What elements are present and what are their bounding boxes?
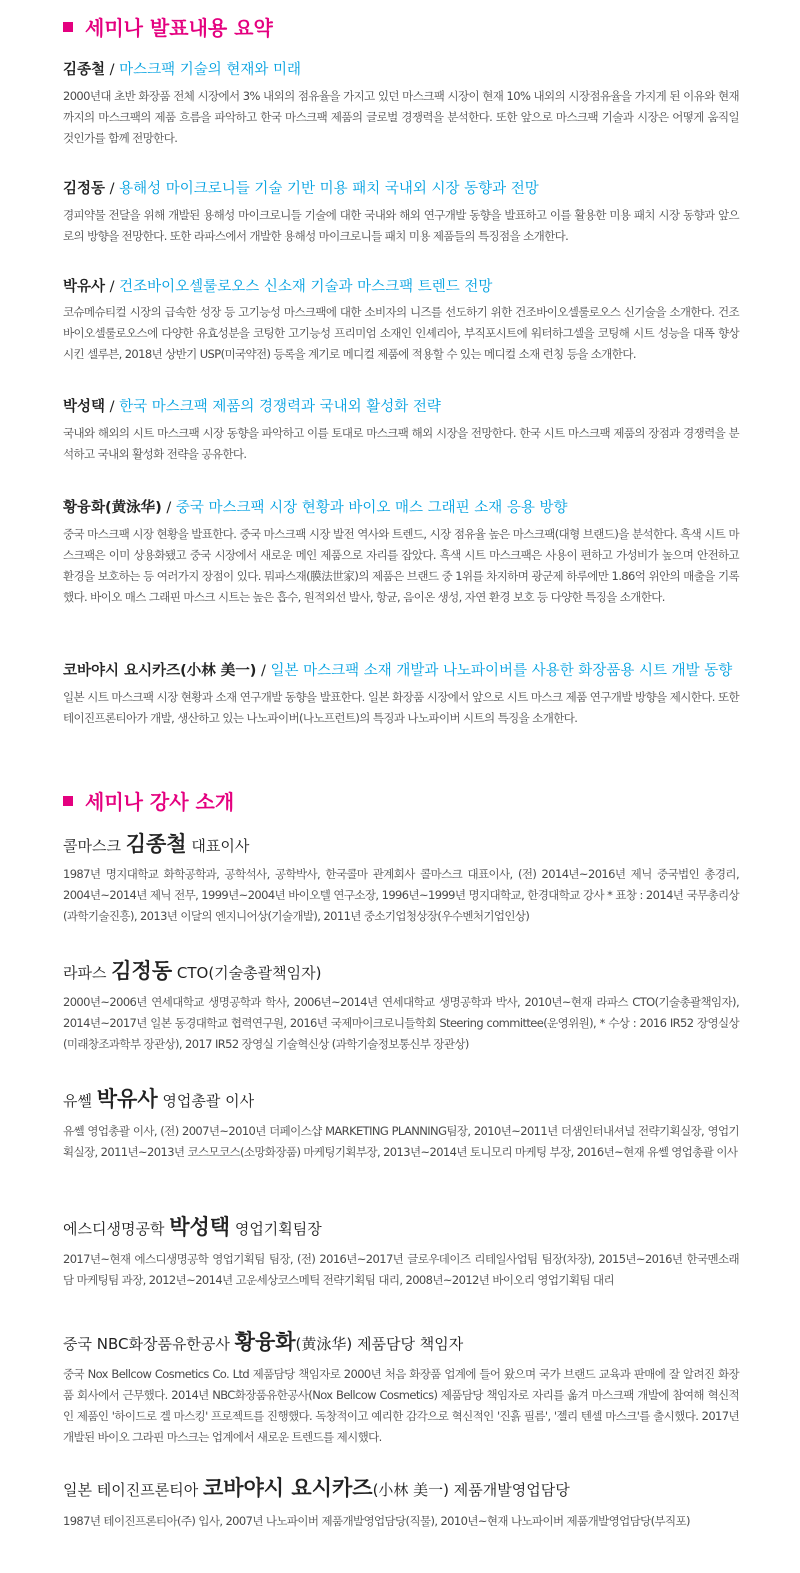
summary-heading-text: 세미나 발표내용 요약 [85,16,273,40]
speaker-title [63,955,321,985]
square-bullet-icon [63,22,73,32]
speaker-bio: 1987년 테이진프론티아(주) 입사, 2007년 나노파이버 제품개발영업담당(직물), 2010년~현재 나노파이버 제품개발영업담당(부직포) [63,1514,690,1528]
speaker-name: 박유사 [96,1087,158,1111]
summary-item-text: 2000년대 초반 화장품 전체 시장에서 3% 내외의 점유율을 가지고 있던 마스크팩 시장이 현재 10% 내외의 시장점유율을 가지게 된 이유와 현재까지의 마스크팩의 제품 흐름을 파악하고 한국 마스크팩 제품의 글로벌 경쟁력을 분석한다. 또한 앞으로 마스크팩 기술과 시장은 어떻게 움직일 것인가를 함께 전망한다. [63,89,739,145]
title-separator: / [105,399,120,415]
presentation-topic: 마스크팩 기술의 현재와 미래 [119,62,302,78]
summary-item-text: 중국 마스크팩 시장 현황을 발표한다. 중국 마스크팩 시장 발전 역사와 트렌드, 시장 점유율 높은 마스크팩(대형 브랜드)을 분석한다. 흑색 시트 마스크팩은 이미 상용화됐고 중국 시장에서 새로운 메인 제품으로 자리를 잡았다. 흑색 시트 마스크팩은 사용이 편하고 가성비가 높으며 안전하고 환경을 보호하는 등 여러가지 장점이 있다. 뭐파스재(膜法世家)의 제품은 브랜드 중 1위를 차지하며 광군제 하루에만 1.86억 위안의 매출을 기록했다. 바이오 매스 그래핀 마스크 시트는 높은 흡수, 원적외선 발사, 항균, 음이온 생성, 자연 환경 보호 등 다양한 특징을 소개한다. [63,527,739,604]
title-separator: / [105,62,120,78]
speaker-name: 김정동 [111,959,173,983]
speaker-title [63,1211,322,1241]
summary-item-title [63,496,568,517]
summary-item-text: 국내와 해외의 시트 마스크팩 시장 동향을 파악하고 이를 토대로 마스크팩 해외 시장을 전망한다. 한국 시트 마스크팩 제품의 장점과 경쟁력을 분석하고 국내외 활성화 전략을 공유한다. [63,426,739,461]
speaker-name: 김종철 [125,832,187,856]
speakers-heading [63,786,234,815]
summary-item-text: 코슈메슈티컬 시장의 급속한 성장 등 고기능성 마스크팩에 대한 소비자의 니즈를 선도하기 위한 건조바이오셀룰로오스 신기술을 소개한다. 건조바이오셀룰로오스에 다양한 유효성분을 코팅한 고기능성 프리미엄 소재인 인셰리아, 부직포시트에 워터하그셀을 코팅해 시트 성능을 대폭 향상시킨 셀루븐, 2018년 상반기 USP(미국약전) 등록을 계기로 메디컬 제품에 적용할 수 있는 메디컬 소재 런칭 등을 소개한다. [63,305,739,361]
presenter-name: 김정동 [63,181,106,197]
presenter-name: 김종철 [63,62,106,78]
summary-item-title [63,659,732,680]
speakers-heading-text: 세미나 강사 소개 [85,790,235,814]
speaker-org: 중국 NBC화장품유한공사 [63,1335,235,1353]
summary-item-title [63,177,539,198]
title-separator: / [161,500,176,516]
summary-item-title [63,275,492,296]
presenter-name: 박유사 [63,279,106,295]
presenter-name: 황융화(黄泳华) [63,500,162,516]
speaker-bio: 1987년 명지대학교 화학공학과, 공학석사, 공학박사, 한국콜마 관계회사 콜마스크 대표이사, (전) 2014년~2016년 제닉 중국법인 총경리, 2004년~2014년 제닉 전무, 1999년~2004년 바이오텔 연구소장, 1996년~1999년 명지대학교, 한경대학교 강사 * 표창 : 2014년 국무총리상(과학기술진흥), 2013년 이달의 엔지니어상(기술개발), 2011년 중소기업청상장(우수벤처기업인상) [63,867,739,923]
speaker-title [63,1472,570,1502]
speaker-role: (黄泳华) 제품담당 책임자 [295,1335,464,1353]
presenter-name: 코바야시 요시카즈(小林 美一) [63,663,257,679]
speaker-bio: 2017년~현재 에스디생명공학 영업기획팀 팀장, (전) 2016년~2017년 글로우데이즈 리테일사업팀 팀장(차장), 2015년~2016년 한국멘소래담 마케팅팀 과장, 2012년~2014년 고운세상코스메틱 전략기획팀 대리, 2008년~2012년 바이오리 영업기획팀 대리 [63,1252,739,1287]
summary-item-text: 일본 시트 마스크팩 시장 현황과 소재 연구개발 동향을 발표한다. 일본 화장품 시장에서 앞으로 시트 마스크 제품 연구개발 방향을 제시한다. 또한 테이진프론티아가 개발, 생산하고 있는 나노파이버(나노프런트)의 특징과 나노파이버 시트의 특징을 소개한다. [63,690,739,725]
presentation-topic: 일본 마스크팩 소재 개발과 나노파이버를 사용한 화장품용 시트 개발 동향 [270,663,733,679]
speaker-title [63,1083,254,1113]
speaker-org: 일본 테이진프론티아 [63,1481,203,1499]
speaker-org: 에스디생명공학 [63,1220,170,1238]
square-bullet-icon [63,796,73,806]
speaker-role: 영업기획팀장 [230,1220,322,1238]
summary-heading [63,12,273,41]
presentation-topic: 건조바이오셀룰로오스 신소재 기술과 마스크팩 트렌드 전망 [119,279,493,295]
presenter-name: 박성택 [63,399,106,415]
speaker-title [63,1326,463,1356]
speaker-role: 영업총괄 이사 [157,1092,255,1110]
speaker-role: CTO(기술총괄책임자) [172,964,322,982]
presentation-topic: 용해성 마이크로니들 기술 기반 미용 패치 국내외 시장 동향과 전망 [119,181,539,197]
summary-item-title [63,395,441,416]
speaker-name: 박성택 [169,1215,231,1239]
title-separator: / [105,279,120,295]
title-separator: / [105,181,120,197]
speaker-name: 황융화 [234,1330,296,1354]
summary-item-title [63,58,301,79]
title-separator: / [256,663,271,679]
speaker-name: 코바야시 요시카즈 [202,1476,373,1500]
speaker-role: 대표이사 [186,837,250,855]
speaker-role: (小林 美一) 제품개발영업담당 [372,1481,570,1499]
speaker-bio: 2000년~2006년 연세대학교 생명공학과 학사, 2006년~2014년 연세대학교 생명공학과 박사, 2010년~현재 라파스 CTO(기술총괄책임자), 2014년~2017년 일본 동경대학교 협력연구원, 2016년 국제마이크로니들학회 Steering committee(운영위원), * 수상 : 2016 IR52 장영실상(미래창조과학부 장관상), 2017 IR52 장영실 기술혁신상 (과학기술정보통신부 장관상) [63,995,739,1051]
speaker-bio: 유쎌 영업총괄 이사, (전) 2007년~2010년 더페이스샵 MARKETING PLANNING팀장, 2010년~2011년 더샘인터내셔널 전략기획실장, 영업기획실장, 2011년~2013년 코스모코스(소망화장품) 마케팅기획부장, 2013년~2014년 토니모리 마케팅 부장, 2016년~현재 유쎌 영업총괄 이사 [63,1124,739,1159]
speaker-org: 콜마스크 [63,837,126,855]
speaker-org: 라파스 [63,964,112,982]
speaker-title [63,828,249,858]
presentation-topic: 중국 마스크팩 시장 현황과 바이오 매스 그래핀 소재 응용 방향 [175,500,568,516]
presentation-topic: 한국 마스크팩 제품의 경쟁력과 국내외 활성화 전략 [119,399,441,415]
speaker-org: 유쎌 [63,1092,97,1110]
speaker-bio: 중국 Nox Bellcow Cosmetics Co. Ltd 제품담당 책임자로 2000년 처음 화장품 업계에 들어 왔으며 국가 브랜드 교육과 판매에 잘 알려진 화장품 회사에서 근무했다. 2014년 NBC화장품유한공사(Nox Bellcow Cosmetics) 제품담당 책임자로 자리를 옮겨 마스크팩 개발에 참여해 혁신적인 제품인 '하이드로 겔 마스킹' 프로젝트를 진행했다. 독창적이고 예리한 감각으로 혁신적인 '진흙 필름', '젤리 텐셀 마스크'를 출시했다. 2017년 개발된 바이오 그라핀 마스크는 업계에서 새로운 트렌드를 제시했다. [63,1367,739,1444]
summary-item-text: 경피약물 전달을 위해 개발된 용해성 마이크로니들 기술에 대한 국내와 해외 연구개발 동향을 발표하고 이를 활용한 미용 패치 시장 동향과 앞으로의 방향을 전망한다. 또한 라파스에서 개발한 용해성 마이크로니들 패치 미용 제품들의 특징점을 소개한다. [63,208,739,243]
